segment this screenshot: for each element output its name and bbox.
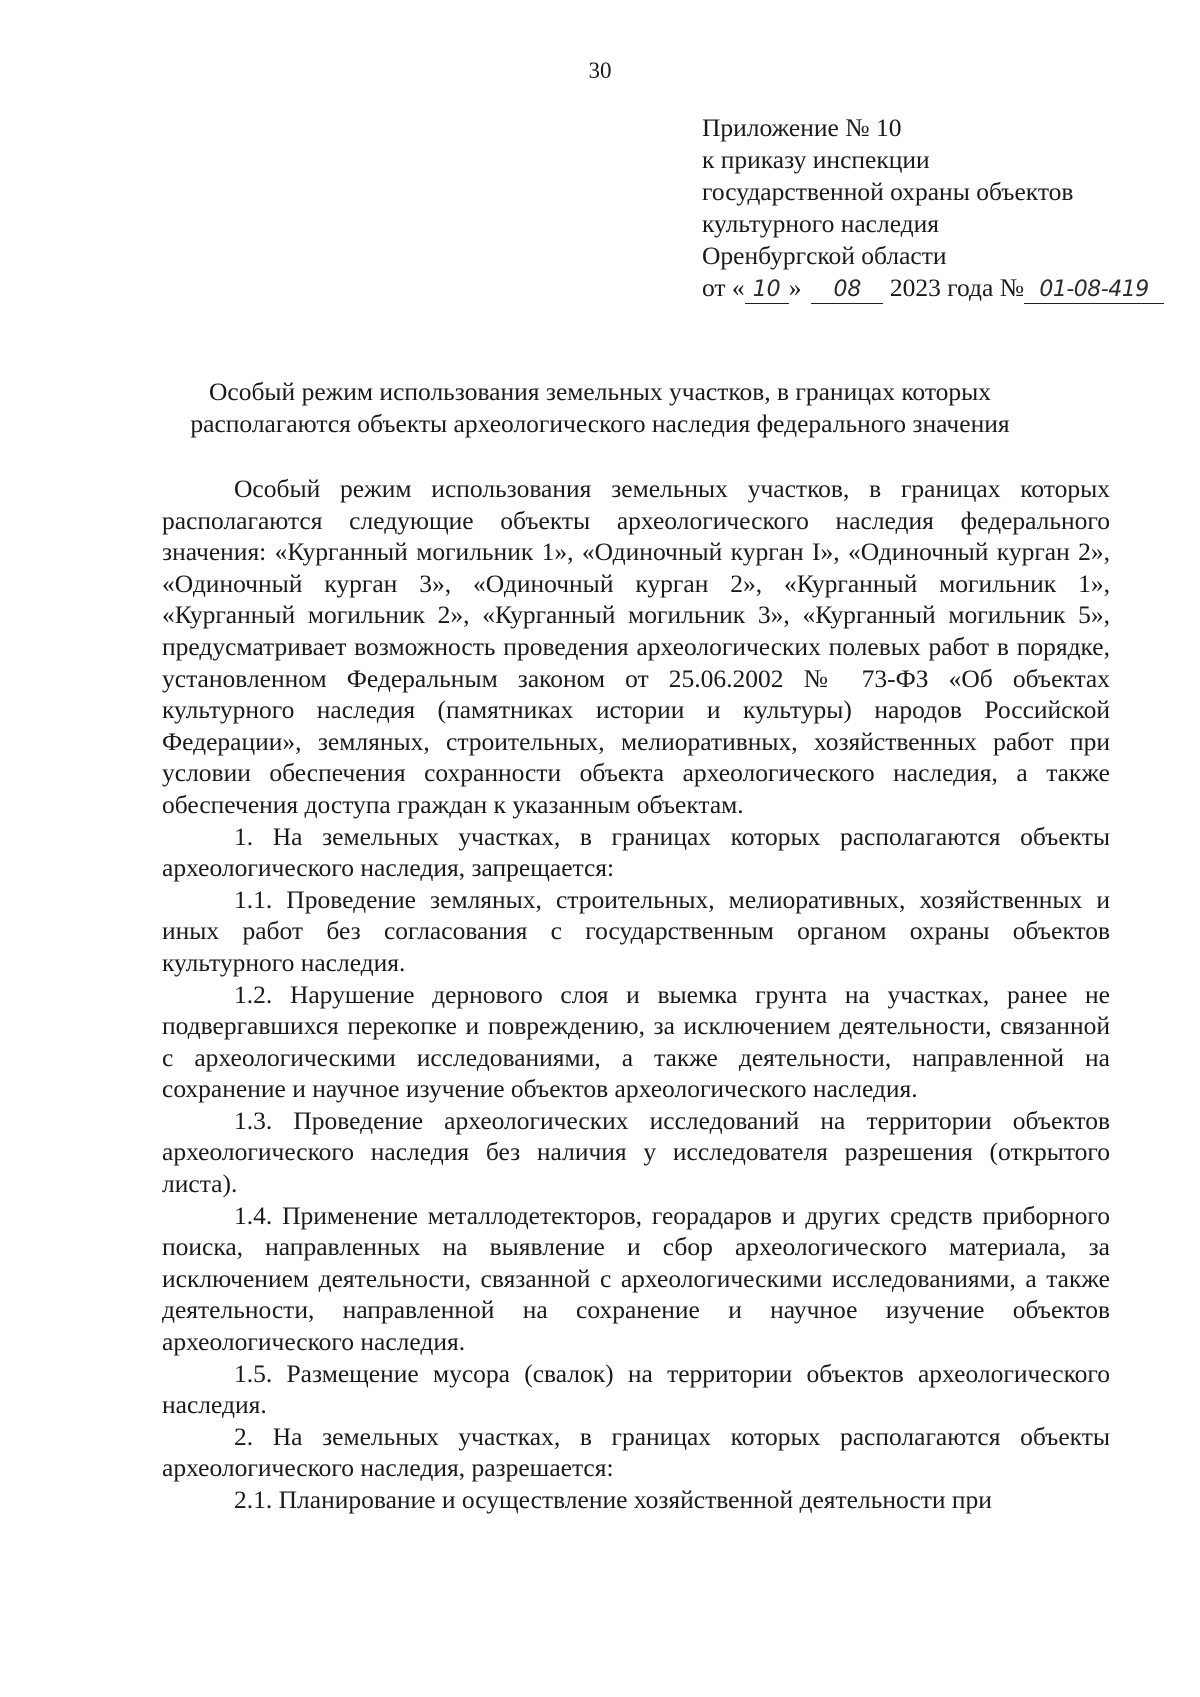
attachment-line-1: Приложение № 10 — [702, 113, 902, 142]
paragraph-1-1: 1.1. Проведение земляных, строительных, мелиоративных, хозяйственных и иных работ без согласования с государственным органом охраны объектов культурного наследия. — [162, 884, 1110, 977]
document-title — [100, 376, 1100, 440]
date-prefix: от « — [702, 273, 745, 302]
handwritten-month: 08 — [811, 277, 883, 304]
paragraph-intro: Особый режим использования земельных участков, в границах которых располагаются следующие объекты археологического наследия федерального значения: «Курганный могильник 1», «Одиночный курган I», «Одиночный курган 2», «Одиночный курган 3», «Одиночный курган 2», «Курганный могильник 1», «Курганный могильник 2», «Курганный могильник 3», «Курганный могильник 5», предусматривает возможность проведения археологических полевых работ в порядке, установленном Федеральным законом от 25.06.2002 № 73-ФЗ «Об объектах культурного наследия (памятниках истории и культуры) народов Российской Федерации», земляных, строительных, мелиоративных, хозяйственных работ при условии обеспечения сохранности объекта археологического наследия, а также обеспечения доступа граждан к указанным объектам. — [162, 474, 1110, 819]
date-year-label: 2023 года № — [889, 273, 1025, 302]
attachment-line-5: Оренбургской области — [702, 241, 947, 270]
paragraph-1-5: 1.5. Размещение мусора (свалок) на территории объектов археологического наследия. — [162, 1358, 1110, 1420]
paragraph-2: 2. На земельных участках, в границах которых располагаются объекты археологического наследия, разрешается: — [162, 1421, 1110, 1483]
document-body — [162, 473, 1110, 1516]
paragraph-1: 1. На земельных участках, в границах которых располагаются объекты археологического наследия, запрещается: — [162, 821, 1110, 883]
title-line-1: Особый режим использования земельных участков, в границах которых — [208, 377, 992, 406]
attachment-date-line — [702, 272, 1172, 304]
page-number: 30 — [588, 58, 612, 83]
attachment-header — [702, 112, 1172, 304]
paragraph-2-1: 2.1. Планирование и осуществление хозяйственной деятельности при — [234, 1485, 992, 1514]
attachment-line-2: к приказу инспекции — [702, 145, 930, 174]
title-line-2: располагаются объекты археологического наследия федерального значения — [190, 409, 1010, 438]
handwritten-day: 10 — [745, 277, 789, 304]
attachment-line-3: государственной охраны объектов — [702, 177, 1074, 206]
date-mid: » — [788, 273, 802, 302]
attachment-line-4: культурного наследия — [702, 209, 940, 238]
paragraph-1-4: 1.4. Применение металлодетекторов, георадаров и других средств приборного поиска, направленных на выявление и сбор археологического материала, за исключением деятельности, связанной с археологическими исследованиями, а также деятельности, направленной на сохранение и научное изучение объектов археологического наследия. — [162, 1200, 1110, 1357]
handwritten-order-number: 01-08-419 — [1024, 277, 1164, 304]
paragraph-1-2: 1.2. Нарушение дернового слоя и выемка грунта на участках, ранее не подвергавшихся перекопке и повреждению, за исключением деятельности, связанной с археологическими исследованиями, а также деятельности, направленной на сохранение и научное изучение объектов археологического наследия. — [162, 979, 1110, 1104]
paragraph-1-3: 1.3. Проведение археологических исследований на территории объектов археологического наследия без наличия у исследователя разрешения (открытого листа). — [162, 1105, 1110, 1199]
